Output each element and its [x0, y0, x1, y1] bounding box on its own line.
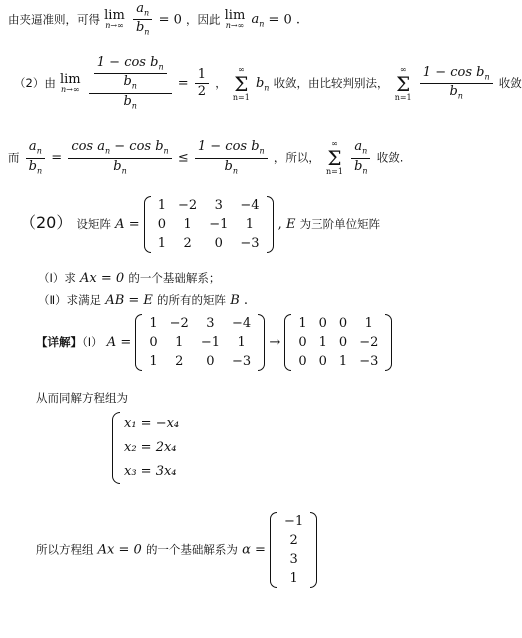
fraction-an-bn: $\frac{a_n}{b_n}$: [26, 140, 45, 176]
question-number: （20）: [20, 213, 73, 232]
matrix-a-left-cell: −2: [169, 316, 189, 331]
text: 由夹逼准则，可得: [8, 12, 100, 27]
matrix-reduced-row: [292, 352, 384, 371]
line-series-convergence: 而 $\frac{a_n}{b_n}$ = $\frac{\cos a_n - \cos b_n}{b_n}$ ≤ $\frac{1 - \cos b_n}{b_n}$ ，所以， ∞ Σ n=1 $\frac{a_n}{b_n}$ 收敛.: [8, 139, 404, 176]
matrix-reduced-row: [292, 314, 384, 333]
vector-alpha-cell: 1: [289, 571, 298, 586]
matrix-a-cell: −4: [240, 198, 260, 213]
matrix-a-left-row: [143, 352, 257, 371]
matrix-a-row: [152, 196, 266, 215]
matrix-reduced-cell: 0: [318, 316, 327, 331]
vector-alpha-cell: 2: [289, 533, 298, 548]
sum-operator: ∞ Σ n=1: [394, 64, 412, 102]
matrix-a-left-cell: 1: [175, 335, 184, 350]
matrix-a-left-cell: 1: [149, 354, 158, 369]
vector-alpha-row: [278, 512, 309, 531]
sum-operator: ∞ Σ n=1: [325, 139, 343, 176]
system-intro: 从而同解方程组为: [36, 391, 128, 405]
inner-fraction: $\frac{1 - \cos b_n}{b_n}$: [94, 56, 167, 92]
matrix-a-cell: −3: [240, 236, 260, 251]
matrix-a-left-cell: −4: [232, 316, 252, 331]
matrix-a-cell: −1: [209, 217, 229, 232]
compound-fraction: $\frac{\frac{1 - \cos b_n}{b_n}}{b_n}$: [89, 56, 172, 111]
matrix-reduced-cell: 1: [298, 316, 307, 331]
fraction-half: $\frac{1}{2}$: [195, 68, 209, 100]
matrix-a-cell: 0: [157, 217, 167, 232]
matrix-a-left-cell: 0: [206, 354, 215, 369]
matrix-reduced-cell: 0: [318, 354, 327, 369]
equation: x₂ = 2x₄: [124, 440, 177, 455]
matrix-reduced-cell: 1: [318, 335, 327, 350]
part-1: （Ⅰ）求 Ax = 0 的一个基础解系；: [38, 271, 221, 286]
matrix-a-left-cell: −1: [200, 335, 220, 350]
matrix-reduced-row: [292, 333, 384, 352]
matrix-reduced-cell: −2: [359, 335, 379, 350]
equation: x₃ = 3x₄: [124, 464, 177, 479]
matrix-a-row: [152, 215, 266, 234]
matrix-a-left-cell: 1: [237, 335, 246, 350]
arrow-icon: →: [269, 335, 281, 350]
matrix-a-row: [152, 234, 266, 253]
matrix-a-cell: 1: [157, 236, 167, 251]
matrix-a-cell: 3: [214, 198, 223, 213]
matrix-A-left: [135, 314, 265, 371]
vector-alpha-row: [278, 531, 309, 550]
matrix-a-left-cell: 2: [175, 354, 184, 369]
matrix-a-left-cell: 0: [149, 335, 158, 350]
equation: x₁ = −x₄: [124, 416, 180, 431]
matrix-a-left-row: [143, 314, 257, 333]
matrix-reduced-cell: 0: [338, 316, 348, 331]
vector-alpha-cell: 3: [289, 552, 298, 567]
detail-tag: 【详解】: [36, 335, 82, 349]
matrix-reduced-cell: 1: [338, 354, 348, 369]
fraction-1-cos: $\frac{1 - \cos b_n}{b_n}$: [195, 140, 268, 176]
equation-system: [112, 412, 179, 484]
matrix-a-left-cell: 3: [206, 316, 215, 331]
vector-alpha-cell: −1: [284, 514, 304, 529]
fraction-1-cos: $\frac{1 - \cos b_n}{b_n}$: [420, 66, 493, 102]
limit-operator: lim n→∞: [224, 8, 246, 31]
question-20: （20） 设矩阵 A = 1 −2 3 −4 0 1 −1 1 1 2 0 −3 , E 为三阶单位矩阵: [20, 198, 381, 251]
fraction-an-bn: $\frac{a_n}{b_n}$: [351, 140, 370, 176]
matrix-a-cell: 1: [245, 217, 255, 232]
part-2: （Ⅱ）求满足 AB = E 的所有的矩阵 B .: [38, 293, 249, 308]
matrix-reduced-cell: 1: [364, 316, 373, 331]
matrix-a-cell: −2: [178, 198, 198, 213]
matrix-reduced-cell: 0: [298, 354, 307, 369]
matrix-A: [144, 196, 274, 253]
sum-operator: ∞ Σ n=1: [232, 64, 250, 102]
limit-operator: lim n→∞: [104, 8, 125, 31]
fraction-an-bn: $\frac{a_n}{b_n}$: [133, 2, 152, 38]
vector-alpha-row: [278, 550, 309, 569]
matrix-a-left-cell: −3: [232, 354, 252, 369]
matrix-a-cell: 1: [183, 217, 192, 232]
matrix-reduced-cell: 0: [338, 335, 348, 350]
detail-solution: 【详解】（Ⅰ） A = 1 −2 3 −4 0 1 −1 1 1 2 0 −3 → 1 0 0 1 0 1 0 −2 0 0 1 −3: [36, 314, 392, 371]
fraction-cos-diff: $\frac{\cos a_n - \cos b_n}{b_n}$: [68, 140, 171, 176]
matrix-a-cell: 1: [157, 198, 167, 213]
matrix-a-cell: 0: [214, 236, 223, 251]
matrix-reduced-cell: −3: [359, 354, 379, 369]
matrix-row-reduced: [284, 314, 392, 371]
line-limit-conclusion: 由夹逼准则，可得 lim n→∞ $\frac{a_n}{b_n}$ = 0 ，因此 lim n→∞ $a_n = 0$ .: [8, 1, 301, 37]
vector-alpha: [270, 512, 317, 588]
matrix-reduced-cell: 0: [298, 335, 307, 350]
matrix-a-left-cell: 1: [149, 316, 158, 331]
vector-alpha-row: [278, 569, 309, 588]
matrix-a-cell: 2: [183, 236, 192, 251]
matrix-a-left-row: [143, 333, 257, 352]
line-comparison-test: （2）由 lim n→∞ $\frac{\frac{1 - \cos b_n}{b_n}}{b_n}$ = $\frac{1}{2}$ ， ∞ Σ n=1 $b_n$ 收敛，由比较判别法， ∞ Σ n=1 $\frac{1 - \cos b_n}{b_n}$ 收敛: [14, 55, 522, 111]
conclusion: 所以方程组 Ax = 0 的一个基础解系为 α = −1 2 3 1: [36, 512, 317, 588]
limit-operator: lim n→∞: [59, 72, 81, 95]
